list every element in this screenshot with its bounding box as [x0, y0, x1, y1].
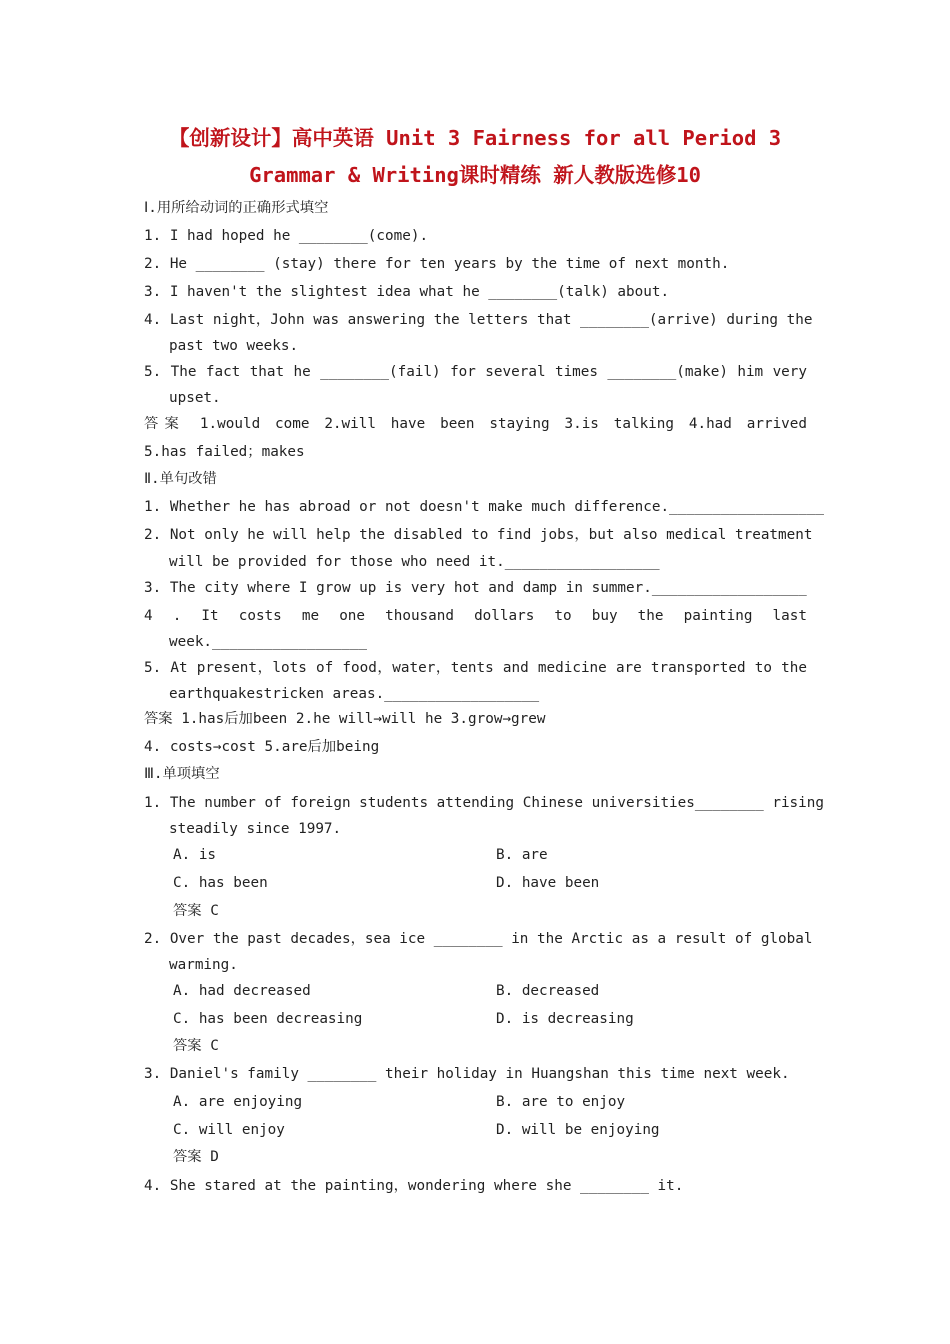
section-1-question-3: 3. I haven't the slightest idea what he ________(talk) about.	[144, 284, 670, 300]
question-3-answer: 答案 D	[173, 1149, 219, 1165]
section-2-question-4-cont: week.__________________	[169, 634, 367, 650]
question-2-answer: 答案 C	[173, 1038, 219, 1054]
section-1-question-4: 4. Last night，John was answering the letters that ________(arrive) during the	[144, 312, 813, 328]
question-1-option-c: C. has been	[173, 875, 268, 891]
section-3-question-4: 4. She stared at the painting，wondering where she ________ it.	[144, 1178, 684, 1194]
section-1-question-5: 5. The fact that he ________(fail) for several times ________(make) him very	[144, 364, 807, 380]
question-1-option-d: D. have been	[496, 875, 600, 891]
question-1-answer: 答案 C	[173, 903, 219, 919]
question-3-option-c: C. will enjoy	[173, 1122, 285, 1138]
section-1-answer-cont: 5.has failed；makes	[144, 444, 305, 460]
question-3-option-d: D. will be enjoying	[496, 1122, 660, 1138]
question-2-option-b: B. decreased	[496, 983, 600, 999]
question-2-option-a: A. had decreased	[173, 983, 311, 999]
section-3-heading: Ⅲ.单项填空	[144, 766, 220, 782]
section-1-answer: 答案 1.would come 2.will have been staying 3.is talking 4.had arrived	[144, 416, 807, 432]
section-3-question-1: 1. The number of foreign students attending Chinese universities________ rising	[144, 795, 824, 811]
section-1-question-4-cont: past two weeks.	[169, 338, 299, 354]
section-2-question-3: 3. The city where I grow up is very hot and damp in summer.__________________	[144, 580, 807, 596]
document-title-line-1: 【创新设计】高中英语 Unit 3 Fairness for all Period 3	[168, 126, 782, 150]
section-1-heading: Ⅰ.用所给动词的正确形式填空	[144, 200, 329, 216]
question-3-option-a: A. are enjoying	[173, 1094, 303, 1110]
document-title-line-2: Grammar & Writing课时精练 新人教版选修10	[249, 163, 701, 187]
section-3-question-1-cont: steadily since 1997.	[169, 821, 342, 837]
section-2-question-4: 4 . It costs me one thousand dollars to buy the painting last	[144, 608, 807, 624]
section-2-question-2-cont: will be provided for those who need it.__________________	[169, 554, 660, 570]
question-2-option-c: C. has been decreasing	[173, 1011, 363, 1027]
section-2-answer: 答案 1.has后加been 2.he will→will he 3.grow→grew	[144, 711, 546, 727]
section-2-question-5-cont: earthquakestricken areas.__________________	[169, 686, 540, 702]
question-1-option-a: A. is	[173, 847, 217, 863]
section-3-question-2: 2. Over the past decades，sea ice ________ in the Arctic as a result of global	[144, 931, 813, 947]
section-1-question-2: 2. He ________ (stay) there for ten years by the time of next month.	[144, 256, 730, 272]
section-1-question-5-cont: upset.	[169, 390, 221, 406]
section-2-question-5: 5. At present，lots of food，water，tents and medicine are transported to the	[144, 660, 807, 676]
section-3-question-2-cont: warming.	[169, 957, 238, 973]
question-1-option-b: B. are	[496, 847, 548, 863]
section-1-question-1: 1. I had hoped he ________(come).	[144, 228, 429, 244]
section-3-question-3: 3. Daniel's family ________ their holiday in Huangshan this time next week.	[144, 1066, 790, 1082]
section-2-answer-cont: 4. costs→cost 5.are后加being	[144, 739, 380, 755]
question-3-option-b: B. are to enjoy	[496, 1094, 626, 1110]
section-2-question-1: 1. Whether he has abroad or not doesn't make much difference.__________________	[144, 499, 824, 515]
section-2-heading: Ⅱ.单句改错	[144, 471, 217, 487]
question-2-option-d: D. is decreasing	[496, 1011, 634, 1027]
section-2-question-2: 2. Not only he will help the disabled to find jobs，but also medical treatment	[144, 527, 813, 543]
